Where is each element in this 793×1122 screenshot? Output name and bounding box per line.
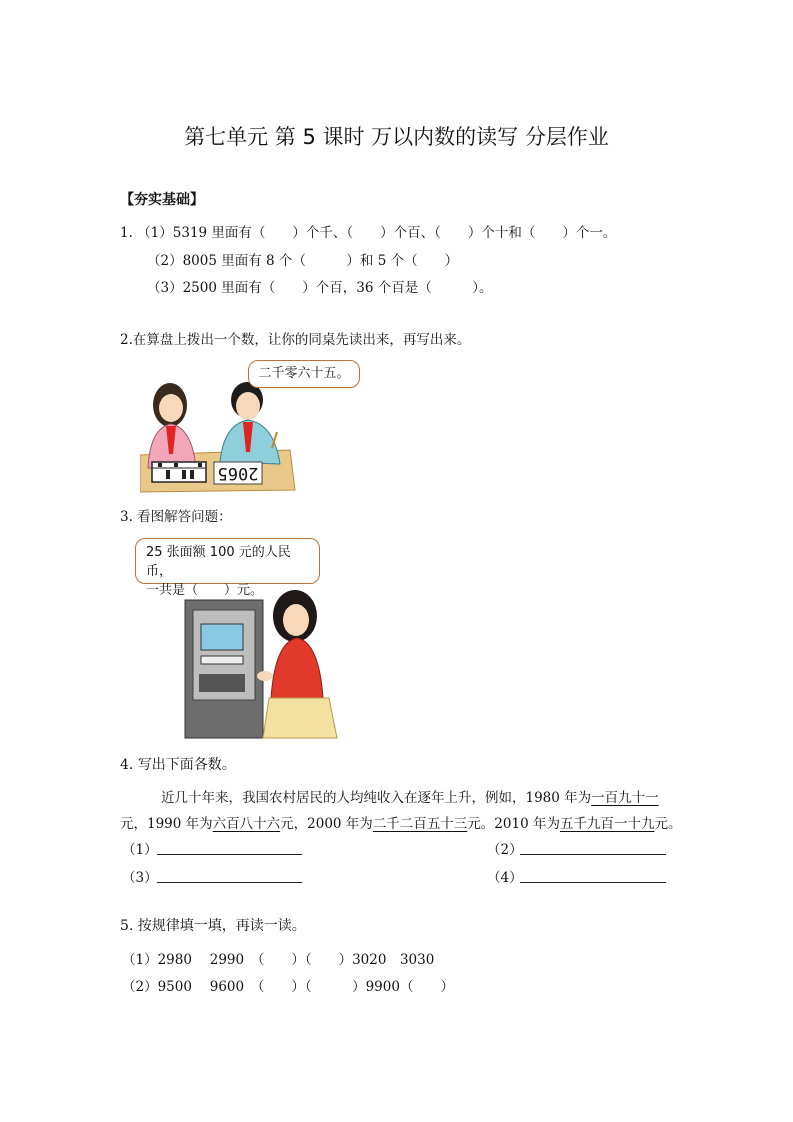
q5-row-2: （2）9500 9600 （ ）（ ）9900（ ） (122, 979, 454, 995)
number-card: 2065 (217, 463, 259, 483)
atm-illustration (183, 588, 343, 740)
q1-line2: （2）8005 里面有 8 个（ ）和 5 个（ ） (147, 253, 459, 269)
speech-line-1: 25 张面额 100 元的人民币， (146, 545, 291, 579)
q4-number-4: 五千九百一十九 (559, 816, 655, 832)
speech-bubble-q3 (135, 538, 320, 598)
q4-number-2: 六百八十六 (212, 816, 281, 832)
q4-paragraph-line2 (120, 812, 681, 832)
section-label: 【夯实基础】 (120, 192, 204, 208)
q4-number-1: 一百九十一 (591, 790, 659, 806)
q4-p-b: 元，1990 年为 (120, 816, 213, 832)
q4-label-4: （4） (487, 870, 523, 886)
speech-bubble-q2: 二千零六十五。 (248, 360, 360, 388)
q4-label-1: （1） (122, 842, 158, 858)
page-title: 第七单元 第 5 课时 万以内数的读写 分层作业 (184, 125, 609, 149)
q5-row-1: （1）2980 2990 （ ）（ ）3020 3030 (122, 952, 435, 968)
q4-text: 4. 写出下面各数。 (120, 757, 236, 773)
q1-line1: 1. （1）5319 里面有（ ）个千、（ ）个百、（ ）个十和（ ）个一。 (120, 225, 617, 241)
speech-line-2: 一共是（ ）元。 (146, 583, 264, 598)
q4-answer-line-1[interactable] (157, 840, 302, 855)
q4-label-3: （3） (122, 870, 158, 886)
q5-text: 5. 按规律填一填，再读一读。 (120, 918, 306, 934)
q2-text: 2.在算盘上拨出一个数，让你的同桌先读出来，再写出来。 (120, 332, 471, 348)
q4-answer-line-3[interactable] (157, 868, 302, 883)
q4-number-3: 二千二百五十三 (372, 816, 468, 832)
q4-answer-line-2[interactable] (520, 840, 666, 855)
q4-answer-line-4[interactable] (520, 868, 666, 883)
q4-p-c: 元，2000 年为 (280, 816, 373, 832)
q3-text: 3. 看图解答问题： (120, 509, 232, 525)
q4-paragraph-line1 (161, 786, 659, 806)
q4-p-d: 元。2010 年为 (467, 816, 560, 832)
q4-label-2: （2） (487, 842, 523, 858)
q4-p-e: 元。 (654, 816, 682, 832)
q1-line3: （3）2500 里面有（ ）个百，36 个百是（ ）。 (147, 280, 493, 296)
q4-p-a: 近几十年来，我国农村居民的人均纯收入在逐年上升，例如，1980 年为 (161, 790, 592, 806)
